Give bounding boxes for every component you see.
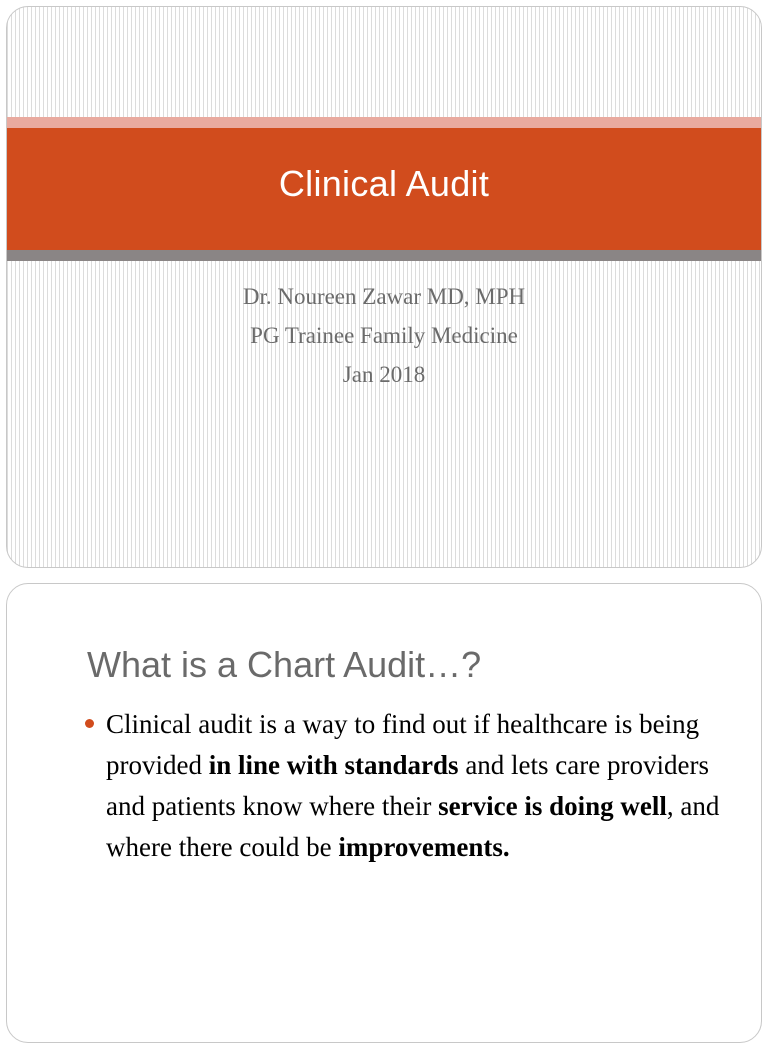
- position-line: PG Trainee Family Medicine: [250, 323, 518, 348]
- title-band: [7, 128, 761, 250]
- slide-heading: What is a Chart Audit…?: [87, 644, 482, 685]
- date-line: Jan 2018: [342, 362, 426, 387]
- slide-1: [6, 6, 762, 568]
- author-line: Dr. Noureen Zawar MD, MPH: [242, 284, 526, 309]
- bullet-dot-icon: [85, 719, 94, 728]
- title-band-top-stripe: [7, 117, 761, 128]
- bullet-text: [106, 704, 725, 868]
- bullet-bold-standards: in line with standards: [208, 750, 459, 780]
- subtitle-block: [7, 277, 761, 394]
- bullet-text-part: Clinical audit is a way to find out if healthcare is being provided: [106, 709, 700, 780]
- bullet-text-part: and lets care providers and patients know where their: [106, 750, 709, 821]
- bullet-bold-improvements: improvements.: [338, 832, 510, 862]
- bullet-bold-doing-well: service is doing well: [438, 791, 667, 821]
- title-band-bottom-stripe: [7, 250, 761, 261]
- bullet-item: [85, 704, 725, 868]
- slide-title: Clinical Audit: [278, 163, 490, 204]
- bullet-text-part: , and where there could be: [106, 791, 720, 862]
- slide-2: [6, 583, 762, 1043]
